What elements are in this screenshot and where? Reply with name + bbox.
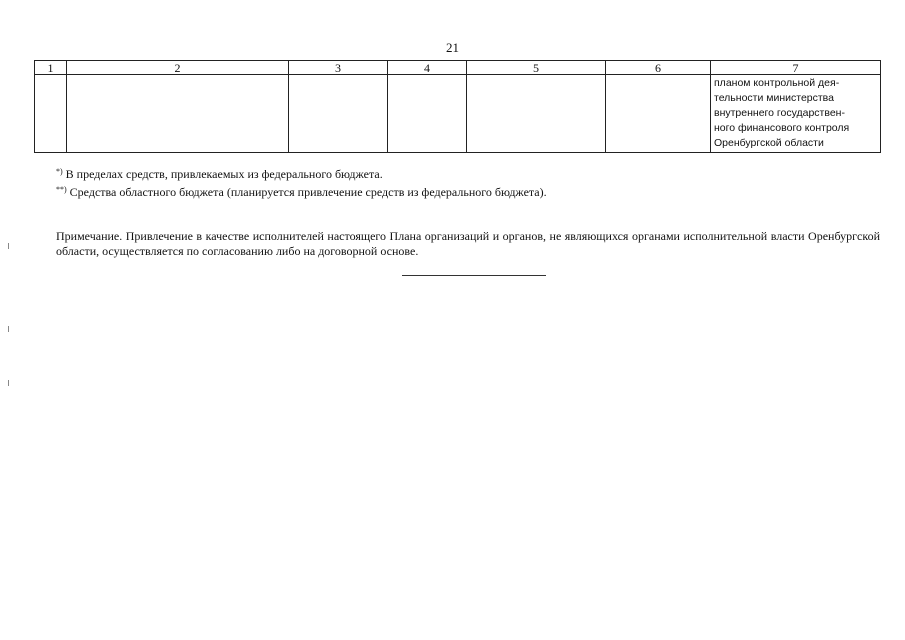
scan-edge-mark xyxy=(8,243,9,249)
cell-text-line: внутреннего государствен- xyxy=(714,107,845,119)
scan-edge-mark xyxy=(8,326,9,332)
column-header-6: 6 xyxy=(606,61,711,75)
table-cell-3 xyxy=(289,75,388,153)
table-cell-1 xyxy=(35,75,67,153)
column-header-2: 2 xyxy=(67,61,289,75)
table-cell-5 xyxy=(467,75,606,153)
column-header-7: 7 xyxy=(711,61,881,75)
plan-table xyxy=(34,60,881,153)
table-cell-6 xyxy=(606,75,711,153)
table-cell-2 xyxy=(67,75,289,153)
cell-text-line: планом контрольной дея- xyxy=(714,77,840,89)
cell-text-line: Оренбургской области xyxy=(714,137,824,149)
column-header-5: 5 xyxy=(467,61,606,75)
scan-edge-mark xyxy=(8,380,9,386)
column-header-4: 4 xyxy=(388,61,467,75)
cell-text-line: тельности министерства xyxy=(714,92,834,104)
footnotes xyxy=(56,164,547,200)
cell-text-line: ного финансового контроля xyxy=(714,122,850,134)
table-cell-7 xyxy=(711,75,881,153)
table-header-row xyxy=(35,61,881,75)
end-separator-line xyxy=(402,275,546,276)
page-number: 21 xyxy=(446,40,459,55)
note-paragraph: Примечание. Привлечение в качестве исполнителей настоящего Плана организаций и органов, не являющихся органами исполнительной власти Оренбургской области, осуществляется по согласованию либо на договорной основе. xyxy=(56,229,880,258)
column-header-3: 3 xyxy=(289,61,388,75)
footnote-mark: *) xyxy=(56,167,63,176)
footnote-text: Средства областного бюджета (планируется привлечение средств из федерального бюджета). xyxy=(66,185,547,199)
column-header-1: 1 xyxy=(35,61,67,75)
footnote-2 xyxy=(56,182,547,200)
footnote-mark: **) xyxy=(56,185,67,194)
footnote-1 xyxy=(56,164,547,182)
footnote-text: В пределах средств, привлекаемых из федерального бюджета. xyxy=(62,167,383,181)
table-row xyxy=(35,75,881,153)
table-cell-4 xyxy=(388,75,467,153)
